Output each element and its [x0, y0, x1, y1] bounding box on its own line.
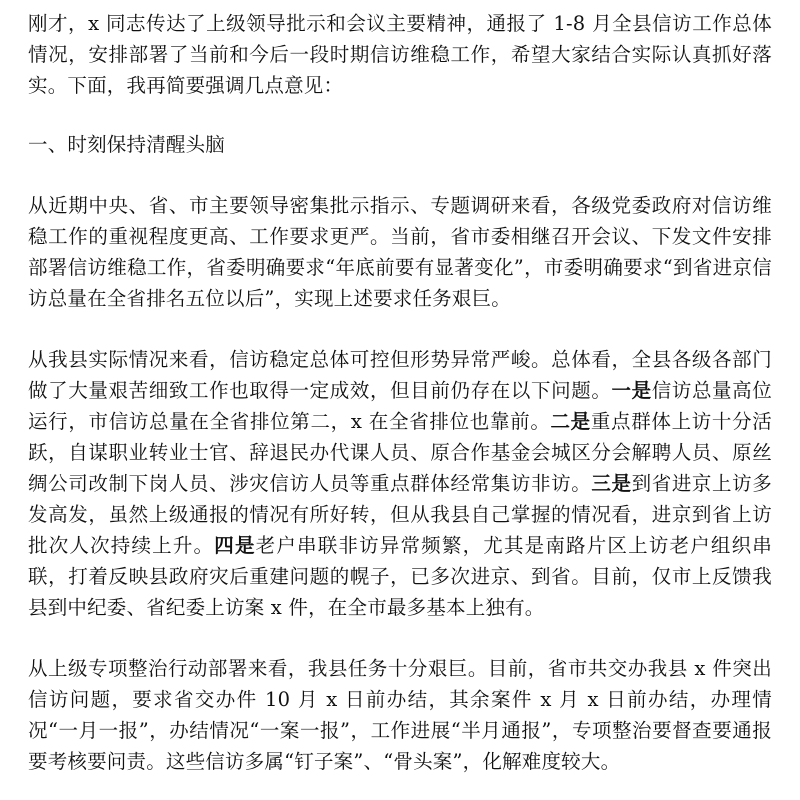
point-2-label: 二是: [550, 410, 591, 433]
section-heading: 一、时刻保持清醒头脑: [28, 133, 226, 156]
situation-intro-text: 从我县实际情况来看，信访稳定总体可控但形势异常严峻。总体看，全县各级各部门做了大量艰苦细致工作也取得一定成效，但目前仍存在以下问题。: [28, 348, 772, 402]
point-3-label: 三是: [591, 472, 632, 495]
point-4-text: 老户串联非访异常频繁，尤其是南路片区上访老户组织串联，打着反映县政府灾后重建问题的幌子，已多次进京、到省。目前，仅市上反馈我县到中纪委、省纪委上访案 x 件，在全市最多基本上独有。: [28, 534, 772, 619]
point-4-label: 四是: [214, 534, 256, 557]
point-3-text: 到省进京上访多发高发，虽然上级通报的情况有所好转，但从我县自己掌握的情况看，进京到省上访批次人次持续上升。: [28, 472, 772, 557]
intro-paragraph: 刚才，x 同志传达了上级领导批示和会议主要精神，通报了 1-8 月全县信访工作总体情况，安排部署了当前和今后一段时期信访维稳工作，希望大家结合实际认真抓好落实。下面，我再简要强调几点意见：: [28, 12, 772, 97]
point-1-label: 一是: [611, 379, 652, 402]
paragraph-special-campaign: 从上级专项整治行动部署来看，我县任务十分艰巨。目前，省市共交办我县 x 件突出信访问题，要求省交办件 10 月 x 日前办结，其余案件 x 月 x 日前办结，办理情况“一月一报”，办结情况“一案一报”，工作进展“半月通报”，专项整治要督查要通报要考核要问责。这些信访多属“钉子案”、“骨头案”，化解难度较大。: [28, 657, 772, 773]
paragraph-central-directives: 从近期中央、省、市主要领导密集批示指示、专题调研来看，各级党委政府对信访维稳工作的重视程度更高、工作要求更严。当前，省市委相继召开会议、下发文件安排部署信访维稳工作，省委明确要求“年底前要有显著变化”，市委明确要求“到省进京信访总量在全省排名五位以后”，实现上述要求任务艰巨。: [28, 194, 772, 310]
paragraph-county-situation: [28, 344, 772, 623]
point-2-text: 重点群体上访十分活跃，自谋职业转业士官、辞退民办代课人员、原合作基金会城区分会解聘人员、原丝绸公司改制下岗人员、涉灾信访人员等重点群体经常集访非访。: [28, 410, 772, 495]
point-1-text: 信访总量高位运行，市信访总量在全省排位第二，x 在全省排位也靠前。: [28, 379, 772, 433]
